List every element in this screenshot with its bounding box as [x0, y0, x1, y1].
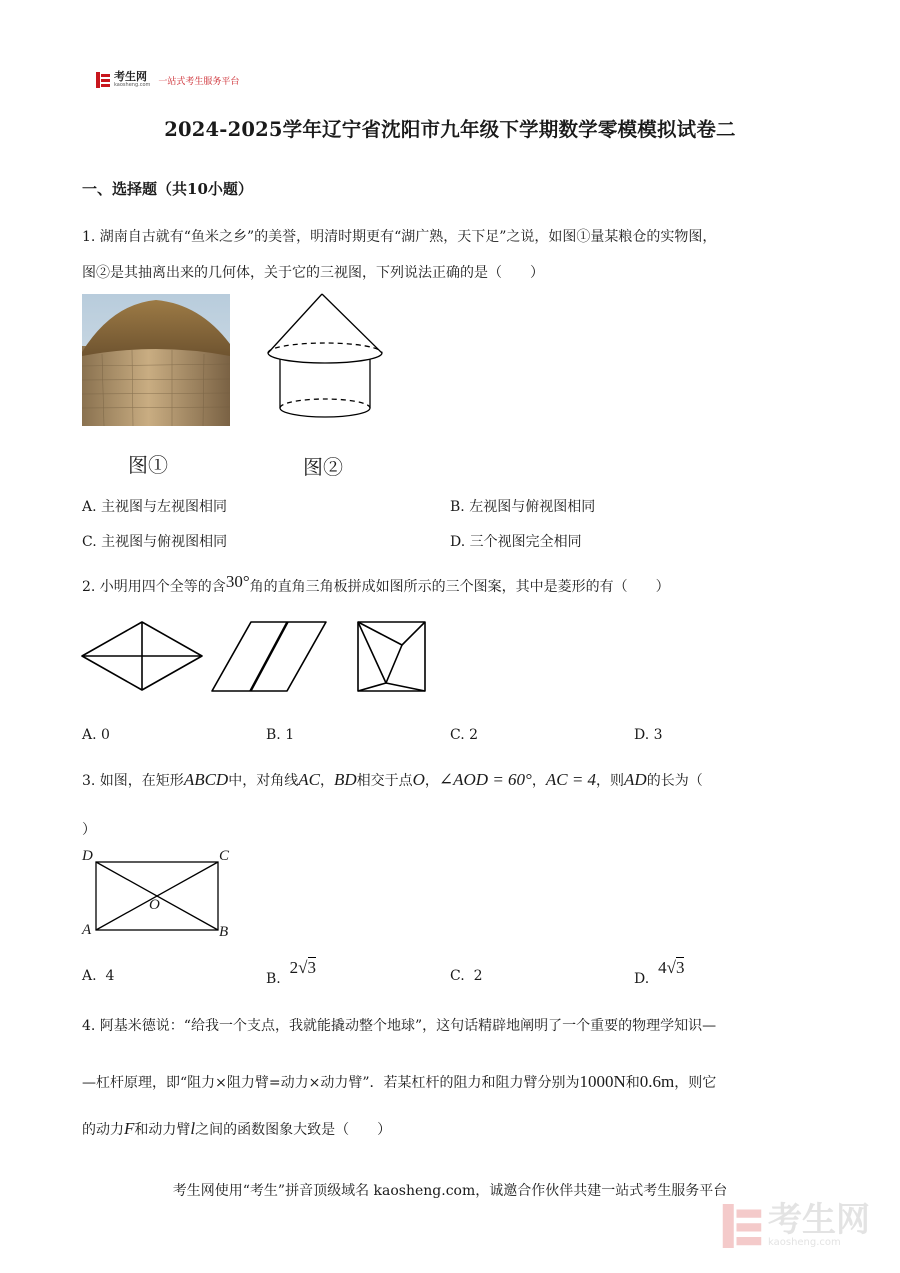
section-heading: 一、选择题（共10小题）: [82, 180, 253, 198]
q3-text-2: 中，对角线: [228, 773, 299, 789]
q3-label-o: O: [149, 897, 160, 913]
q2-option-b: B. 1: [266, 727, 295, 743]
q3-line2: ）: [82, 822, 96, 838]
q4-var-f: F: [124, 1119, 135, 1138]
q4-text-f: 之间的函数图象大致是（ ）: [195, 1122, 392, 1138]
q3-rectangle-figure: [80, 848, 240, 944]
figure-2-caption: 图②: [303, 455, 343, 479]
page-title: 2024-2025学年辽宁省沈阳市九年级下学期数学零模模拟试卷二: [164, 118, 736, 141]
q2-stem: [82, 572, 670, 597]
q3-option-b-label: B.: [266, 971, 281, 987]
q3-option-a-label: A.: [82, 968, 97, 984]
watermark-name: 考生网: [768, 1200, 870, 1240]
q3-option-c-label: C.: [450, 968, 465, 984]
q3-text-8: 的长为（: [646, 773, 703, 789]
figure-1-caption: 图①: [128, 453, 168, 477]
granary-photo: [82, 294, 230, 426]
q3-angle-condition: ∠AOD = 60°: [438, 770, 532, 789]
kaosheng-logo-icon: [96, 72, 110, 88]
q3-text-5: ，: [424, 773, 439, 789]
q3-length-condition: AC = 4: [545, 770, 597, 789]
page-footer: 考生网使用“考生”拼音顶级域名 kaosheng.com，诚邀合作伙伴共建一站式考生服务平台: [172, 1183, 728, 1199]
sqrt-symbol: √: [298, 958, 308, 977]
logo-domain: kaosheng.com: [114, 82, 151, 88]
q2-option-c: C. 2: [450, 727, 479, 743]
q4-line2: [82, 1072, 716, 1093]
q1-line1: 1. 湖南自古就有“鱼米之乡”的美誉，明清时期更有“湖广熟，天下足”之说，如图①量某粮仓的实物图，: [82, 229, 717, 245]
q3-option-d-radicand: 3: [675, 958, 685, 977]
watermark-logo-icon: [722, 1204, 762, 1248]
q4-var-l: l: [190, 1119, 196, 1138]
watermark-domain: kaosheng.com: [768, 1237, 841, 1248]
q4-force-value: 1000N: [579, 1072, 626, 1091]
q4-text-c: ，则它: [674, 1075, 717, 1091]
q3-option-b-coef: 2: [289, 958, 299, 977]
q1-line2: 图②是其抽离出来的几何体，关于它的三视图，下列说法正确的是（ ）: [82, 265, 544, 281]
sqrt-symbol: √: [666, 958, 676, 977]
q3-label-a: A: [82, 922, 92, 938]
q2-patterns-figure: [80, 620, 430, 694]
q4-arm-value: 0.6m: [639, 1072, 675, 1091]
cone-cylinder-figure: [262, 292, 386, 426]
q3-option-b: [266, 958, 316, 987]
q4-line1: 4. 阿基米德说：“给我一个支点，我就能撬动整个地球”，这句话精辟地阐明了一个重要的物理学知识—: [82, 1018, 717, 1034]
q3-option-d-coef: 4: [658, 958, 667, 977]
logo-slogan: 一站式考生服务平台: [158, 76, 240, 87]
q3-text-6: ，: [531, 773, 546, 789]
q2-stem-post: 角的直角三角板拼成如图所示的三个图案，其中是菱形的有（ ）: [249, 579, 670, 595]
q3-point-o: O: [412, 770, 425, 789]
q3-text-7: ，则: [596, 773, 625, 789]
q3-label-c: C: [219, 848, 230, 864]
q3-label-b: B: [219, 924, 229, 940]
q3-diag-ac: AC: [298, 770, 320, 789]
q3-text-3: ，: [319, 773, 334, 789]
q4-text-e: 和动力臂: [134, 1122, 191, 1138]
q2-stem-pre: 2. 小明用四个全等的含: [82, 579, 226, 595]
q3-option-b-radicand: 3: [307, 958, 316, 977]
q4-text-a: —杠杆原理，即“阻力×阻力臂=动力×动力臂”．若某杠杆的阻力和阻力臂分别为: [82, 1075, 580, 1091]
q3-text-1: 3. 如图，在矩形: [82, 773, 184, 789]
q3-diag-bd: BD: [333, 770, 357, 789]
q1-option-b: B. 左视图与俯视图相同: [450, 499, 596, 515]
q3-option-c: [450, 968, 483, 984]
q4-text-b: 和: [625, 1075, 640, 1091]
q3-option-a-value: 4: [105, 968, 115, 984]
q3-stem: [82, 770, 703, 791]
q1-option-a: A. 主视图与左视图相同: [82, 499, 228, 515]
q3-option-d: [634, 958, 685, 987]
q3-option-c-value: 2: [473, 968, 483, 984]
q3-label-d: D: [82, 848, 93, 864]
q4-line3: [82, 1119, 391, 1140]
q2-angle: 30°: [225, 572, 250, 591]
logo-name: 考生网: [114, 70, 147, 83]
q3-text-4: 相交于点: [356, 773, 413, 789]
header-logo: [96, 72, 239, 88]
q3-rect-name: ABCD: [183, 770, 229, 789]
q4-text-d: 的动力: [82, 1122, 124, 1138]
q3-option-a: [82, 968, 114, 984]
q3-segment-ad: AD: [624, 770, 647, 789]
watermark: [722, 1200, 870, 1248]
q1-option-d: D. 三个视图完全相同: [450, 534, 582, 550]
q2-option-d: D. 3: [634, 727, 663, 743]
q3-option-d-label: D.: [634, 971, 650, 987]
q1-option-c: C. 主视图与俯视图相同: [82, 534, 228, 550]
q2-option-a: A. 0: [82, 727, 110, 743]
